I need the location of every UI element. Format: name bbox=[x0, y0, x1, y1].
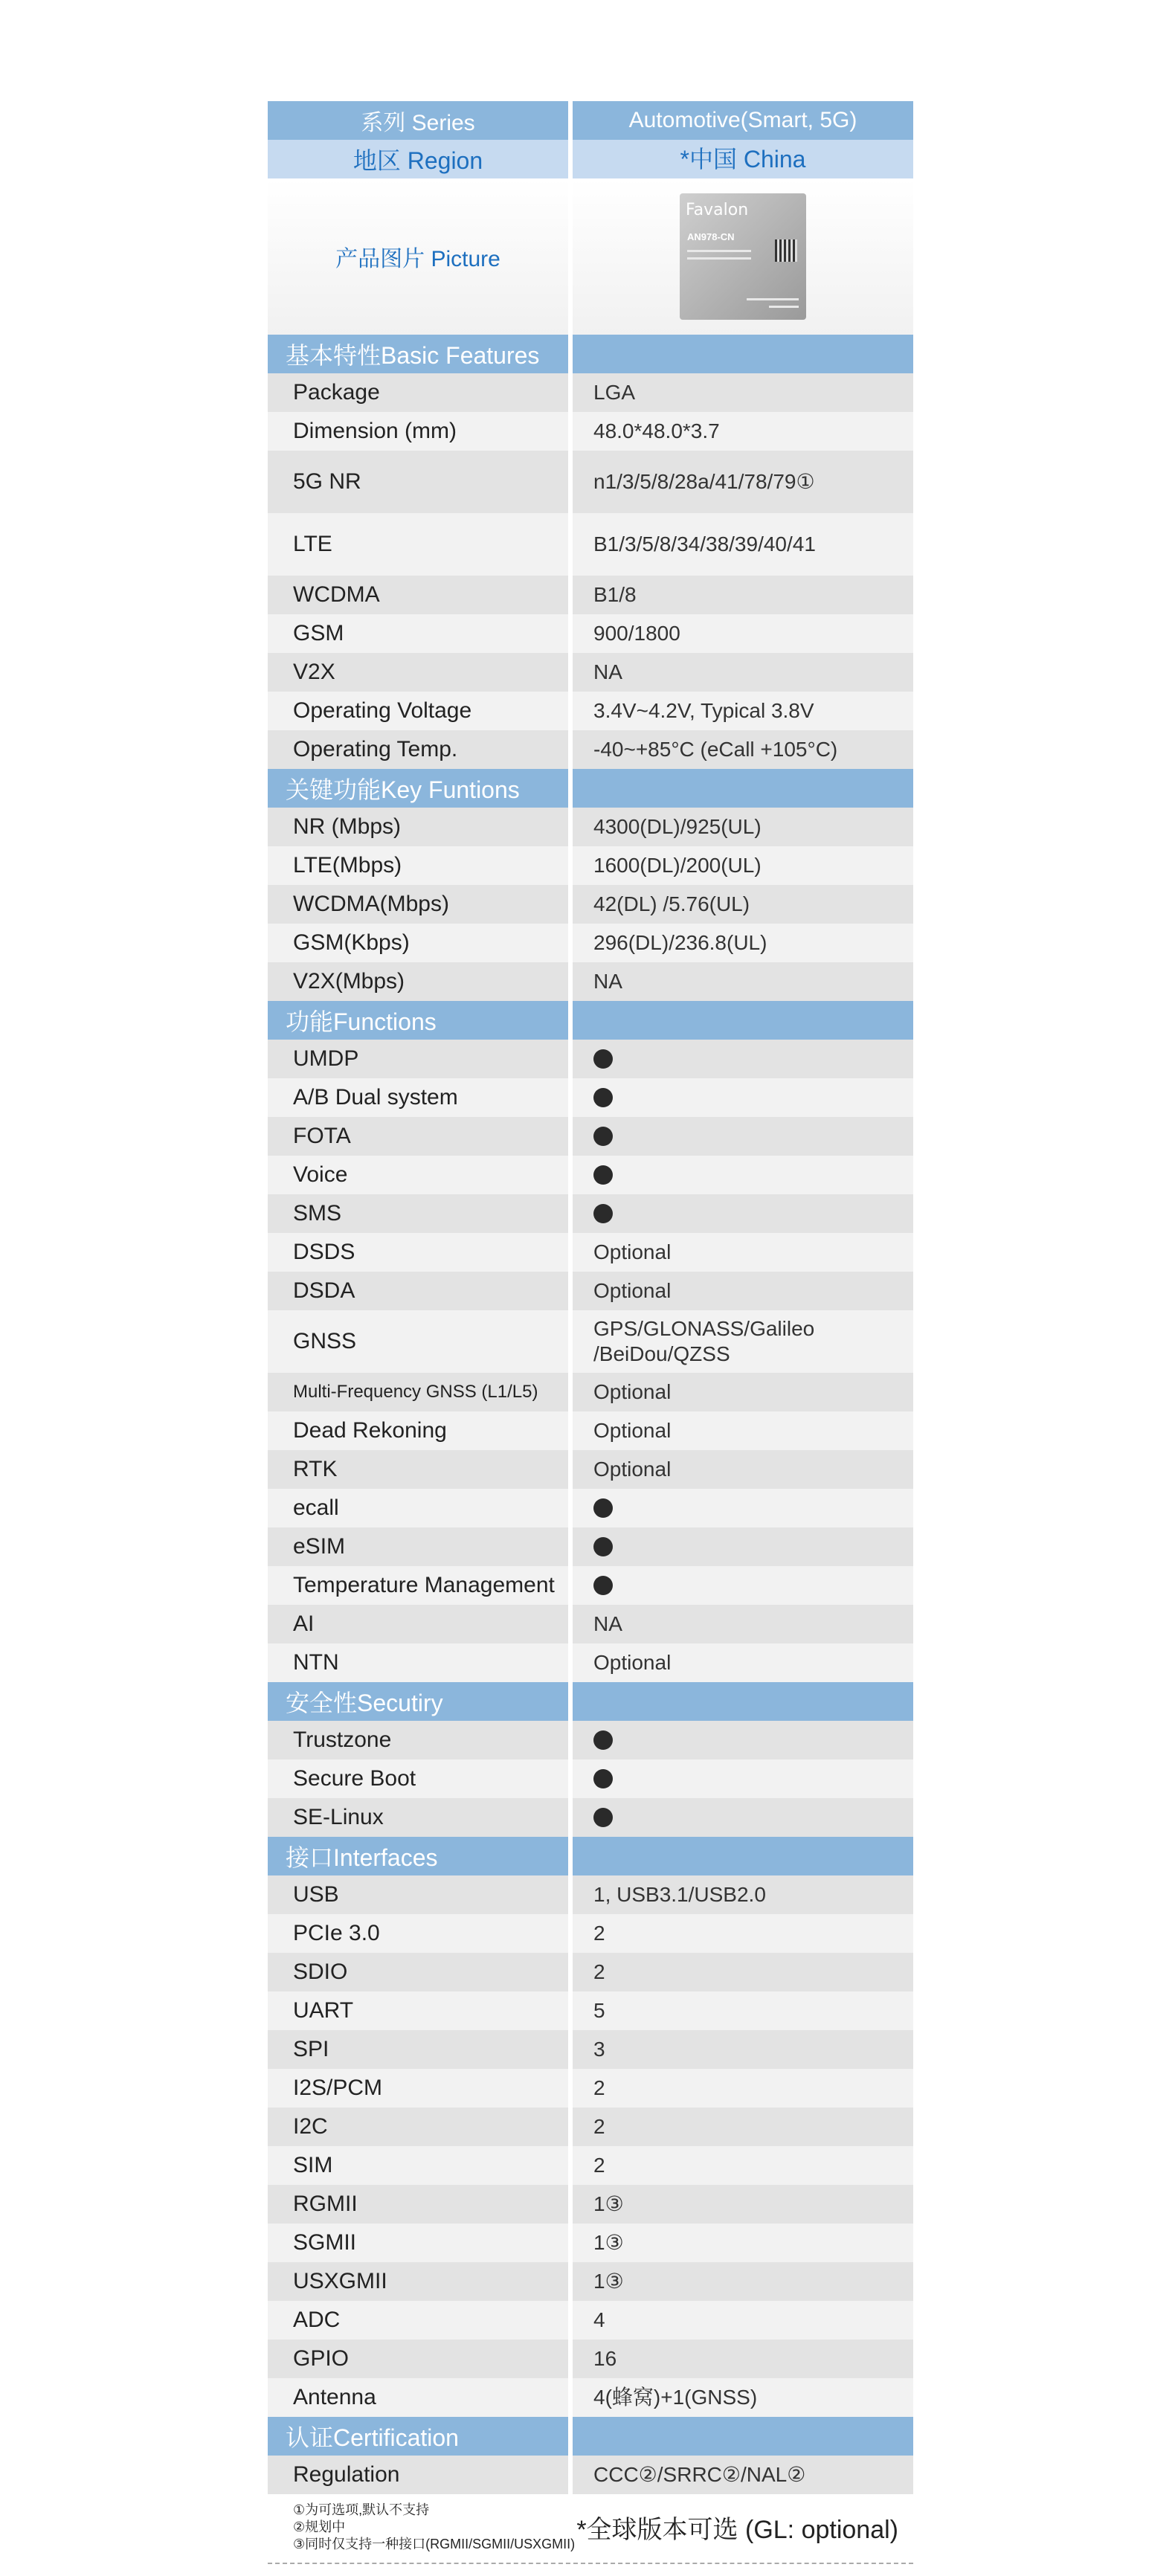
spec-value: NA bbox=[573, 653, 913, 692]
spec-row bbox=[268, 1194, 913, 1233]
supported-dot-icon bbox=[593, 1204, 613, 1223]
spec-value: 3 bbox=[573, 2030, 913, 2069]
spec-label: UMDP bbox=[268, 1040, 568, 1078]
supported-dot-icon bbox=[593, 1769, 613, 1788]
spec-row bbox=[268, 1875, 913, 1914]
spec-label: eSIM bbox=[268, 1527, 568, 1566]
section-header-blank bbox=[573, 1682, 913, 1721]
spec-value: 4(蜂窝)+1(GNSS) bbox=[573, 2378, 913, 2417]
supported-dot-icon bbox=[593, 1576, 613, 1595]
spec-label: LTE(Mbps) bbox=[268, 846, 568, 885]
spec-table bbox=[268, 101, 913, 2494]
spec-value: Optional bbox=[573, 1411, 913, 1450]
supported-dot-icon bbox=[593, 1498, 613, 1518]
supported-dot-icon bbox=[593, 1088, 613, 1107]
spec-row bbox=[268, 2340, 913, 2378]
spec-value: 42(DL) /5.76(UL) bbox=[573, 885, 913, 924]
spec-row bbox=[268, 1233, 913, 1272]
spec-label: USXGMII bbox=[268, 2262, 568, 2301]
region-label: 地区 Region bbox=[268, 140, 568, 178]
supported-dot-icon bbox=[593, 1808, 613, 1827]
spec-value: 48.0*48.0*3.7 bbox=[573, 412, 913, 451]
series-row bbox=[268, 101, 913, 140]
spec-value bbox=[573, 1721, 913, 1759]
spec-row bbox=[268, 2262, 913, 2301]
spec-row bbox=[268, 1272, 913, 1310]
spec-row bbox=[268, 924, 913, 962]
region-value: *中国 China bbox=[573, 140, 913, 178]
section-title: 关键功能Key Funtions bbox=[268, 769, 568, 808]
section-header-blank bbox=[573, 2417, 913, 2456]
spec-label: FOTA bbox=[268, 1117, 568, 1156]
spec-label: ADC bbox=[268, 2301, 568, 2340]
qr-code-icon bbox=[775, 239, 797, 262]
spec-value: LGA bbox=[573, 373, 913, 412]
region-row bbox=[268, 140, 913, 178]
spec-label: USB bbox=[268, 1875, 568, 1914]
spec-value: B1/3/5/8/34/38/39/40/41 bbox=[573, 513, 913, 576]
spec-label: SIM bbox=[268, 2146, 568, 2185]
spec-value: Optional bbox=[573, 1373, 913, 1411]
spec-label: Dead Rekoning bbox=[268, 1411, 568, 1450]
picture-label: 产品图片 Picture bbox=[268, 178, 568, 335]
spec-value: 900/1800 bbox=[573, 614, 913, 653]
spec-value: 1③ bbox=[573, 2262, 913, 2301]
spec-value: 1③ bbox=[573, 2224, 913, 2262]
supported-dot-icon bbox=[593, 1127, 613, 1146]
section-header bbox=[268, 1682, 913, 1721]
spec-value bbox=[573, 1117, 913, 1156]
supported-dot-icon bbox=[593, 1049, 613, 1069]
spec-row bbox=[268, 1117, 913, 1156]
spec-value bbox=[573, 1078, 913, 1117]
spec-label: SPI bbox=[268, 2030, 568, 2069]
supported-dot-icon bbox=[593, 1165, 613, 1185]
spec-row bbox=[268, 412, 913, 451]
spec-label: UART bbox=[268, 1991, 568, 2030]
spec-value bbox=[573, 1040, 913, 1078]
spec-row bbox=[268, 692, 913, 730]
spec-label: NR (Mbps) bbox=[268, 808, 568, 846]
series-label: 系列 Series bbox=[268, 101, 568, 140]
spec-label: Secure Boot bbox=[268, 1759, 568, 1798]
spec-label: GNSS bbox=[268, 1310, 568, 1373]
spec-row bbox=[268, 1156, 913, 1194]
series-value: Automotive(Smart, 5G) bbox=[573, 101, 913, 140]
spec-row bbox=[268, 1759, 913, 1798]
spec-value: 1600(DL)/200(UL) bbox=[573, 846, 913, 885]
spec-value: 2 bbox=[573, 1914, 913, 1953]
spec-row bbox=[268, 1991, 913, 2030]
spec-row bbox=[268, 2378, 913, 2417]
spec-label: PCIe 3.0 bbox=[268, 1914, 568, 1953]
section-header-blank bbox=[573, 1837, 913, 1875]
spec-label: LTE bbox=[268, 513, 568, 576]
spec-row bbox=[268, 373, 913, 412]
spec-label: V2X(Mbps) bbox=[268, 962, 568, 1001]
spec-label: SGMII bbox=[268, 2224, 568, 2262]
section-title: 认证Certification bbox=[268, 2417, 568, 2456]
spec-row bbox=[268, 1411, 913, 1450]
spec-row bbox=[268, 2185, 913, 2224]
picture-row bbox=[268, 178, 913, 335]
spec-row bbox=[268, 2108, 913, 2146]
spec-row bbox=[268, 2301, 913, 2340]
spec-label: SDIO bbox=[268, 1953, 568, 1991]
section-header bbox=[268, 1001, 913, 1040]
section-header bbox=[268, 769, 913, 808]
spec-rows bbox=[268, 335, 913, 2494]
spec-value: B1/8 bbox=[573, 576, 913, 614]
spec-value: CCC②/SRRC②/NAL② bbox=[573, 2456, 913, 2494]
spec-label: SE-Linux bbox=[268, 1798, 568, 1837]
spec-value: 2 bbox=[573, 2069, 913, 2108]
module-brand: Favalon bbox=[686, 201, 749, 219]
spec-row bbox=[268, 1798, 913, 1837]
spec-row bbox=[268, 846, 913, 885]
spec-label: A/B Dual system bbox=[268, 1078, 568, 1117]
spec-label: 5G NR bbox=[268, 451, 568, 513]
spec-label: GPIO bbox=[268, 2340, 568, 2378]
spec-label: Voice bbox=[268, 1156, 568, 1194]
spec-label: GSM bbox=[268, 614, 568, 653]
spec-value bbox=[573, 1566, 913, 1605]
spec-row bbox=[268, 885, 913, 924]
spec-label: DSDA bbox=[268, 1272, 568, 1310]
module-image bbox=[680, 193, 806, 320]
spec-row bbox=[268, 2069, 913, 2108]
spec-row bbox=[268, 2456, 913, 2494]
spec-row bbox=[268, 1373, 913, 1411]
section-header-blank bbox=[573, 769, 913, 808]
spec-row bbox=[268, 451, 913, 513]
spec-value: 2 bbox=[573, 2146, 913, 2185]
spec-value bbox=[573, 1798, 913, 1837]
spec-label: Operating Temp. bbox=[268, 730, 568, 769]
supported-dot-icon bbox=[593, 1537, 613, 1556]
spec-value: 1, USB3.1/USB2.0 bbox=[573, 1875, 913, 1914]
spec-row bbox=[268, 513, 913, 576]
spec-label: Regulation bbox=[268, 2456, 568, 2494]
spec-value bbox=[573, 1759, 913, 1798]
spec-label: Antenna bbox=[268, 2378, 568, 2417]
section-title: 基本特性Basic Features bbox=[268, 335, 568, 373]
section-header bbox=[268, 1837, 913, 1875]
section-header bbox=[268, 2417, 913, 2456]
spec-label: I2C bbox=[268, 2108, 568, 2146]
spec-value bbox=[573, 1489, 913, 1527]
spec-row bbox=[268, 1450, 913, 1489]
spec-value: GPS/GLONASS/Galileo /BeiDou/QZSS bbox=[573, 1310, 913, 1373]
spec-label: Trustzone bbox=[268, 1721, 568, 1759]
spec-value: NA bbox=[573, 962, 913, 1001]
spec-value: NA bbox=[573, 1605, 913, 1643]
spec-row bbox=[268, 1721, 913, 1759]
spec-value: n1/3/5/8/28a/41/78/79① bbox=[573, 451, 913, 513]
spec-row bbox=[268, 1953, 913, 1991]
divider bbox=[268, 2563, 913, 2564]
spec-value: Optional bbox=[573, 1272, 913, 1310]
spec-row bbox=[268, 1489, 913, 1527]
spec-label: DSDS bbox=[268, 1233, 568, 1272]
spec-label: GSM(Kbps) bbox=[268, 924, 568, 962]
spec-value: 16 bbox=[573, 2340, 913, 2378]
spec-row bbox=[268, 730, 913, 769]
spec-value: -40~+85°C (eCall +105°C) bbox=[573, 730, 913, 769]
spec-row bbox=[268, 1527, 913, 1566]
spec-row bbox=[268, 1310, 913, 1373]
module-model: AN978-CN bbox=[687, 231, 735, 242]
spec-label: RGMII bbox=[268, 2185, 568, 2224]
spec-value: Optional bbox=[573, 1643, 913, 1682]
footnote: ①为可选项,默认不支持 bbox=[293, 2502, 430, 2517]
spec-label: Dimension (mm) bbox=[268, 412, 568, 451]
spec-row bbox=[268, 1078, 913, 1117]
spec-value: 5 bbox=[573, 1991, 913, 2030]
spec-value: 4300(DL)/925(UL) bbox=[573, 808, 913, 846]
spec-label: WCDMA(Mbps) bbox=[268, 885, 568, 924]
spec-value: 2 bbox=[573, 1953, 913, 1991]
section-header-blank bbox=[573, 1001, 913, 1040]
spec-row bbox=[268, 2146, 913, 2185]
section-title: 接口Interfaces bbox=[268, 1837, 568, 1875]
spec-value: 4 bbox=[573, 2301, 913, 2340]
section-header bbox=[268, 335, 913, 373]
spec-value: 1③ bbox=[573, 2185, 913, 2224]
spec-value: 2 bbox=[573, 2108, 913, 2146]
spec-row bbox=[268, 1566, 913, 1605]
section-title: 安全性Secutiry bbox=[268, 1682, 568, 1721]
global-version-note: *全球版本可选 (GL: optional) bbox=[576, 2516, 898, 2544]
section-title: 功能Functions bbox=[268, 1001, 568, 1040]
spec-value: Optional bbox=[573, 1450, 913, 1489]
footnote: ②规划中 bbox=[293, 2519, 346, 2534]
spec-label: Multi-Frequency GNSS (L1/L5) bbox=[268, 1373, 568, 1411]
spec-row bbox=[268, 1605, 913, 1643]
spec-row bbox=[268, 962, 913, 1001]
spec-row bbox=[268, 1040, 913, 1078]
spec-label: Operating Voltage bbox=[268, 692, 568, 730]
spec-row bbox=[268, 2224, 913, 2262]
spec-value bbox=[573, 1527, 913, 1566]
product-picture-cell bbox=[573, 178, 913, 335]
spec-value: 296(DL)/236.8(UL) bbox=[573, 924, 913, 962]
spec-value: Optional bbox=[573, 1233, 913, 1272]
spec-label: ecall bbox=[268, 1489, 568, 1527]
spec-label: AI bbox=[268, 1605, 568, 1643]
spec-value bbox=[573, 1156, 913, 1194]
spec-row bbox=[268, 614, 913, 653]
spec-row bbox=[268, 653, 913, 692]
spec-label: I2S/PCM bbox=[268, 2069, 568, 2108]
spec-label: WCDMA bbox=[268, 576, 568, 614]
spec-row bbox=[268, 1643, 913, 1682]
spec-row bbox=[268, 1914, 913, 1953]
spec-label: NTN bbox=[268, 1643, 568, 1682]
spec-label: Package bbox=[268, 373, 568, 412]
footnotes bbox=[293, 2502, 575, 2553]
spec-label: V2X bbox=[268, 653, 568, 692]
spec-value: 3.4V~4.2V, Typical 3.8V bbox=[573, 692, 913, 730]
section-header-blank bbox=[573, 335, 913, 373]
supported-dot-icon bbox=[593, 1730, 613, 1750]
footer bbox=[268, 2502, 913, 2555]
spec-row bbox=[268, 808, 913, 846]
spec-label: Temperature Management bbox=[268, 1566, 568, 1605]
footnote: ③同时仅支持一种接口(RGMII/SGMII/USXGMII) bbox=[293, 2537, 576, 2551]
spec-row bbox=[268, 576, 913, 614]
spec-value bbox=[573, 1194, 913, 1233]
spec-label: SMS bbox=[268, 1194, 568, 1233]
spec-label: RTK bbox=[268, 1450, 568, 1489]
spec-row bbox=[268, 2030, 913, 2069]
